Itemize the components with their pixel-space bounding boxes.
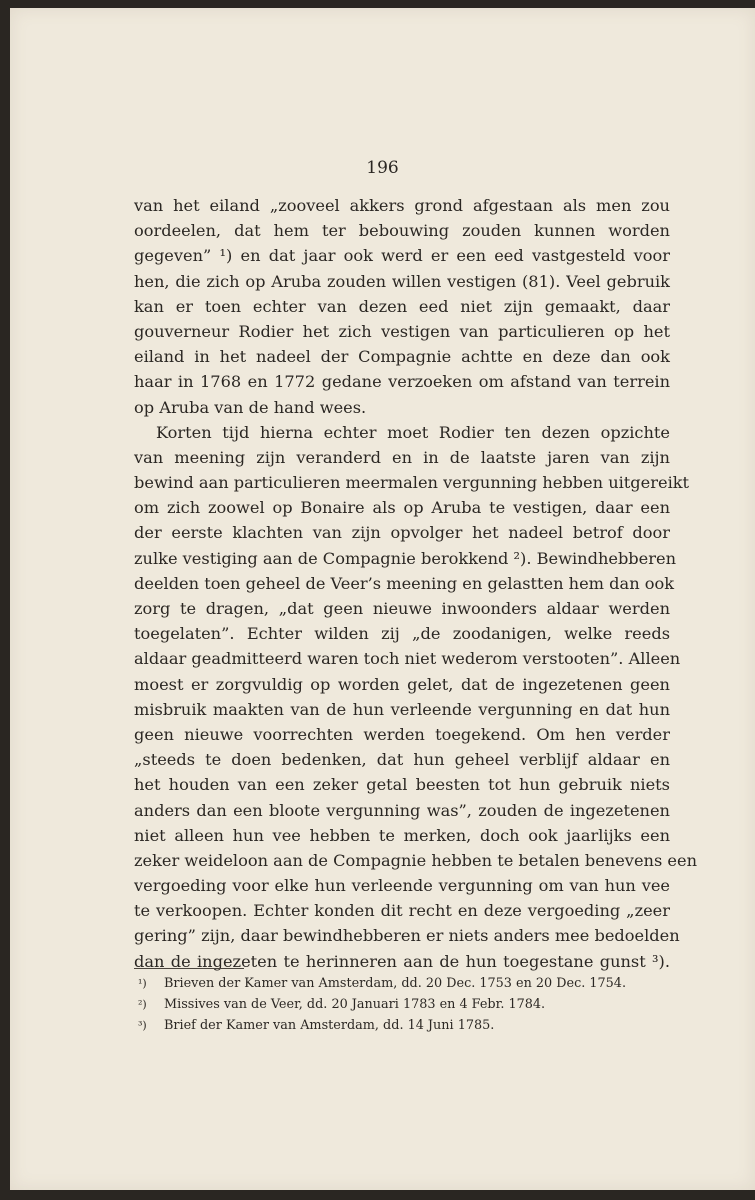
text-line: geen nieuwe voorrechten werden toegekend. Om hen verder: [134, 724, 670, 744]
text-line: van het eiland „zooveel akkers grond afgestaan als men zou: [134, 196, 670, 215]
text-line: moest er zorgvuldig op worden gelet, dat de ingezetenen geen: [134, 674, 670, 694]
footnote: [134, 1015, 679, 1036]
text-line: op Aruba van de hand wees.: [134, 397, 367, 417]
text-line: „steeds te doen bedenken, dat hun geheel verblijf aldaar en: [134, 750, 670, 770]
book-page: [10, 8, 755, 1190]
footnote-text: Brieven der Kamer van Amsterdam, dd. 20 Dec. 1753 en 20 Dec. 1754.: [164, 976, 627, 991]
text-line: zeker weideloon aan de Compagnie hebben te betalen benevens een: [134, 850, 697, 870]
footnote-marker: ¹): [138, 977, 147, 990]
footnote: [134, 994, 679, 1015]
text-line: vergoeding voor elke hun verleende vergunning om van hun vee: [134, 876, 670, 896]
text-line: deelden toen geheel de Veer’s meening en gelastten hem dan ook: [134, 573, 675, 593]
text-line: eiland in het nadeel der Compagnie achtte en deze dan ook: [134, 347, 670, 367]
text-line: dan de ingezeten te herinneren aan de hun toegestane gunst ³).: [134, 951, 670, 971]
footnote-text: Missives van de Veer, dd. 20 Januari 1783 en 4 Febr. 1784.: [164, 997, 546, 1012]
footnote-divider: [134, 968, 244, 969]
footnotes: [134, 973, 679, 1036]
footnote: [134, 973, 679, 994]
text-line: toegelaten”. Echter wilden zij „de zoodanigen, welke reeds: [134, 624, 670, 644]
text-line: om zich zoowel op Bonaire als op Aruba te vestigen, daar een: [134, 498, 670, 518]
text-line: der eerste klachten van zijn opvolger het nadeel betrof door: [134, 523, 670, 543]
text-line: misbruik maakten van de hun verleende vergunning en dat hun: [134, 699, 670, 719]
text-line: kan er toen echter van dezen eed niet zijn gemaakt, daar: [134, 296, 670, 316]
text-line: oordeelen, dat hem ter bebouwing zouden kunnen worden: [134, 221, 670, 241]
page-number: 196: [366, 158, 399, 178]
text-line: hen, die zich op Aruba zouden willen vestigen (81). Veel gebruik: [134, 271, 670, 291]
footnote-marker: ²): [138, 998, 147, 1011]
footnote-marker: ³): [138, 1019, 147, 1032]
text-line: gering” zijn, daar bewindhebberen er niets anders mee bedoelden: [134, 926, 680, 946]
text-line: gouverneur Rodier het zich vestigen van particulieren op het: [134, 321, 670, 341]
text-line: Korten tijd hierna echter moet Rodier ten dezen opzichte: [156, 422, 670, 442]
footnote-text: Brief der Kamer van Amsterdam, dd. 14 Juni 1785.: [164, 1018, 495, 1033]
text-line: bewind aan particulieren meermalen vergunning hebben uitgereikt: [134, 473, 690, 493]
text-line: gegeven” ¹) en dat jaar ook werd er een eed vastgesteld voor: [134, 246, 670, 266]
text-line: zulke vestiging aan de Compagnie berokkend ²). Bewindhebberen: [134, 548, 676, 568]
text-line: het houden van een zeker getal beesten tot hun gebruik niets: [134, 775, 670, 795]
text-line: van meening zijn veranderd en in de laatste jaren van zijn: [134, 447, 670, 467]
body-text: [134, 193, 697, 974]
text-line: anders dan een bloote vergunning was”, zouden de ingezetenen: [134, 800, 670, 820]
text-line: zorg te dragen, „dat geen nieuwe inwoonders aldaar werden: [134, 599, 670, 618]
text-line: haar in 1768 en 1772 gedane verzoeken om afstand van terrein: [134, 372, 670, 392]
text-line: te verkoopen. Echter konden dit recht en deze vergoeding „zeer: [134, 901, 670, 921]
text-line: aldaar geadmitteerd waren toch niet wederom verstooten”. Alleen: [134, 649, 681, 669]
text-line: niet alleen hun vee hebben te merken, doch ook jaarlijks een: [134, 825, 670, 845]
